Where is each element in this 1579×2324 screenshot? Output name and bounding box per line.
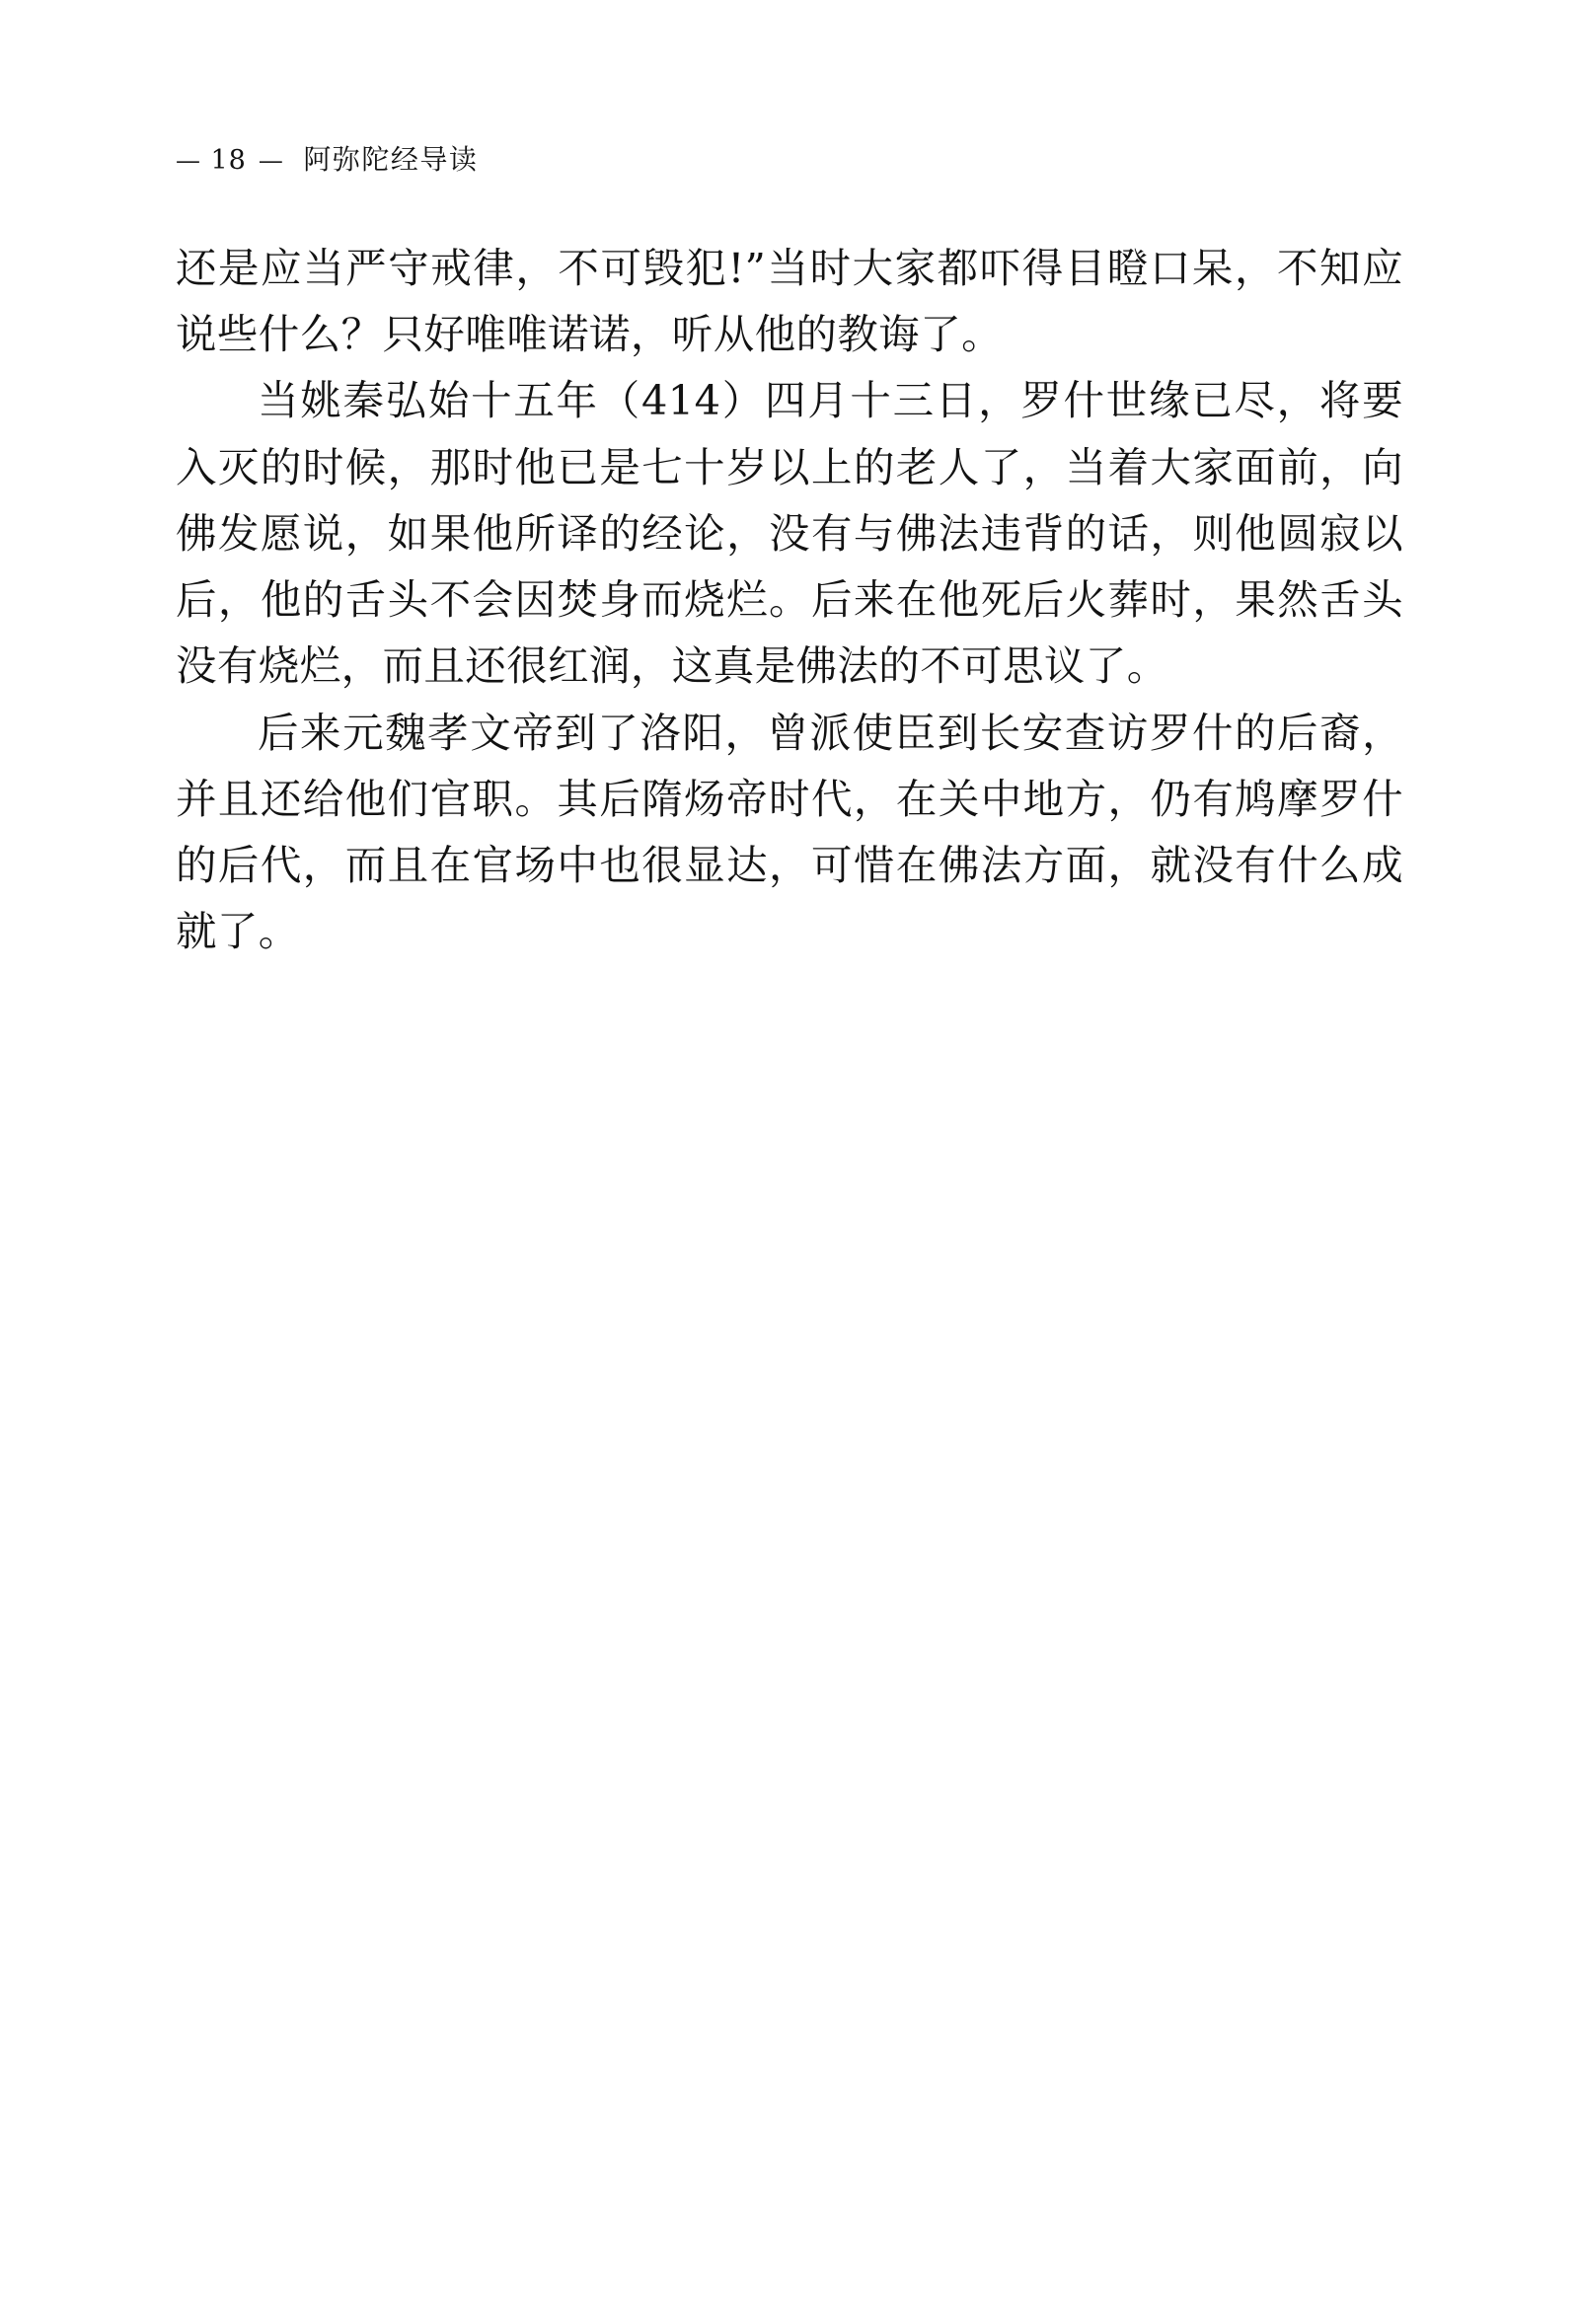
paragraph: 后来元魏孝文帝到了洛阳，曾派使臣到长安查访罗什的后裔，并且还给他们官职。其后隋炀帝时代，在关中地方，仍有鸠摩罗什的后代，而且在官场中也很显达，可惜在佛法方面，就没有什么成就了。 [176, 708, 1403, 956]
page-content [176, 138, 1403, 964]
paragraph: 还是应当严守戒律，不可毁犯!”当时大家都吓得目瞪口呆，不知应说些什么？只好唯唯诺诺，听从他的教诲了。 [176, 244, 1403, 359]
page-header [176, 138, 1403, 178]
header-dash-left: — [176, 146, 201, 175]
paragraph: 当姚秦弘始十五年（414）四月十三日，罗什世缘已尽，将要入灭的时候，那时他已是七十岁以上的老人了，当着大家面前，向佛发愿说，如果他所译的经论，没有与佛法违背的话，则他圆寂以后，他的舌头不会因焚身而烧烂。后来在他死后火葬时，果然舌头没有烧烂，而且还很红润，这真是佛法的不可思议了。 [176, 376, 1403, 691]
book-title: 阿弥陀经导读 [303, 143, 479, 176]
page-number: 18 [210, 145, 247, 176]
header-dash-right: — [258, 146, 284, 175]
body-text [176, 235, 1403, 964]
